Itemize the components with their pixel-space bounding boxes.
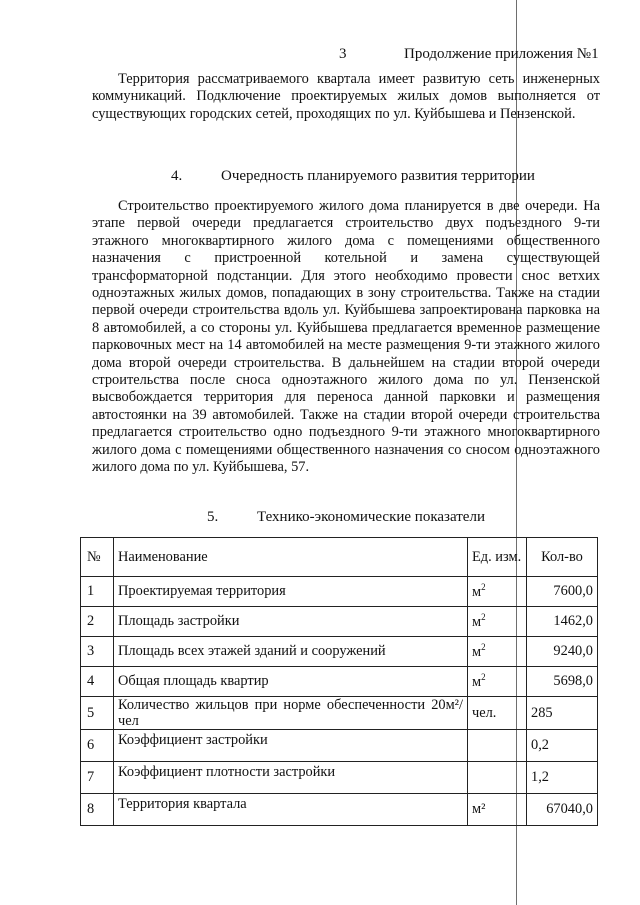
intro-paragraph: Территория рассматриваемого квартала имеет развитую сеть инженерных коммуникаций. Подключение проектируемых жилых домов выполняется от существующих городских сетей, проходящих по ул. Куйбышева и Пензенской.: [92, 71, 600, 122]
row-unit: чел.: [468, 697, 527, 730]
row-name: Территория квартала: [114, 794, 468, 826]
unit-superscript: 2: [481, 642, 486, 653]
section-4-number: 4.: [171, 168, 183, 184]
row-value: 7600,0: [527, 577, 598, 607]
table-row: [81, 762, 598, 794]
page-number: 3: [339, 46, 347, 62]
header-num: №: [81, 538, 114, 577]
row-unit: [468, 637, 527, 667]
table-row: [81, 667, 598, 697]
row-unit: [468, 667, 527, 697]
section-5-title: Технико-экономические показатели: [257, 509, 485, 525]
header-name: Наименование: [114, 538, 468, 577]
header-value: Кол-во: [527, 538, 598, 577]
appendix-continuation: Продолжение приложения №1: [404, 46, 599, 62]
row-num: 3: [81, 637, 114, 667]
indicators-table: [80, 537, 598, 826]
unit-text: м: [472, 613, 482, 630]
row-num: 8: [81, 794, 114, 826]
row-value: 9240,0: [527, 637, 598, 667]
row-value: 5698,0: [527, 667, 598, 697]
row-num: 5: [81, 697, 114, 730]
row-name: Общая площадь квартир: [114, 667, 468, 697]
table-row: [81, 794, 598, 826]
section-5-number: 5.: [207, 509, 219, 525]
row-value: 0,2: [527, 730, 598, 762]
section-4-paragraph: Строительство проектируемого жилого дома планируется в две очереди. На этапе первой очереди предлагается строительство двух подъездного 9-ти этажного многоквартирного жилого дома с помещениями общественного назначения с пристроенной котельной и замена существующей трансформаторной подстанции. Для этого необходимо провести снос ветхих одноэтажных жилых домов, попадающих в зону строительства. Также на стадии первой очереди строительства вдоль ул. Куйбышева запроектирована парковка на 8 автомобилей, а со стороны ул. Куйбышева предлагается временное размещение парковочных мест на 14 автомобилей на месте размещения 9-ти этажного жилого дома второй очереди строительства. В дальнейшем на стадии второй очереди строительства после сноса одноэтажного жилого дома по ул. Пензенской высвобождается территория для переноса данной парковки и размещения автостоянки на 39 автомобилей. Также на стадии второй очереди строительства предлагается строительство одно подъездного 9-ти этажного многоквартирного жилого дома с помещениями общественного назначения со сносом одноэтажного жилого дома по ул. Куйбышева, 57.: [92, 198, 600, 476]
table-row: [81, 637, 598, 667]
row-unit: м²: [468, 794, 527, 826]
row-name: Проектируемая территория: [114, 577, 468, 607]
row-name: Коэффициент плотности застройки: [114, 762, 468, 794]
table-header-row: [81, 538, 598, 577]
row-unit: [468, 762, 527, 794]
section-4-title: Очередность планируемого развития территории: [221, 168, 535, 184]
row-name: Коэффициент застройки: [114, 730, 468, 762]
row-unit: [468, 607, 527, 637]
row-value: 285: [527, 697, 598, 730]
table-row: [81, 577, 598, 607]
table-row: [81, 730, 598, 762]
unit-superscript: 2: [481, 672, 486, 683]
unit-text: м: [472, 643, 482, 660]
row-name: Количество жильцов при норме обеспеченности 20м²/чел: [114, 697, 468, 730]
row-num: 6: [81, 730, 114, 762]
unit-superscript: 2: [481, 582, 486, 593]
row-num: 7: [81, 762, 114, 794]
row-num: 4: [81, 667, 114, 697]
row-num: 2: [81, 607, 114, 637]
unit-text: м: [472, 583, 482, 600]
section-5-heading: [207, 509, 485, 526]
unit-superscript: 2: [481, 612, 486, 623]
row-unit: [468, 577, 527, 607]
row-name: Площадь застройки: [114, 607, 468, 637]
row-num: 1: [81, 577, 114, 607]
section-4-heading: [171, 168, 535, 185]
row-unit: [468, 730, 527, 762]
row-name: Площадь всех этажей зданий и сооружений: [114, 637, 468, 667]
header-unit: Ед. изм.: [468, 538, 527, 577]
unit-text: м: [472, 673, 482, 690]
row-value: 67040,0: [527, 794, 598, 826]
row-value: 1462,0: [527, 607, 598, 637]
table-row: [81, 697, 598, 730]
row-value: 1,2: [527, 762, 598, 794]
table-row: [81, 607, 598, 637]
